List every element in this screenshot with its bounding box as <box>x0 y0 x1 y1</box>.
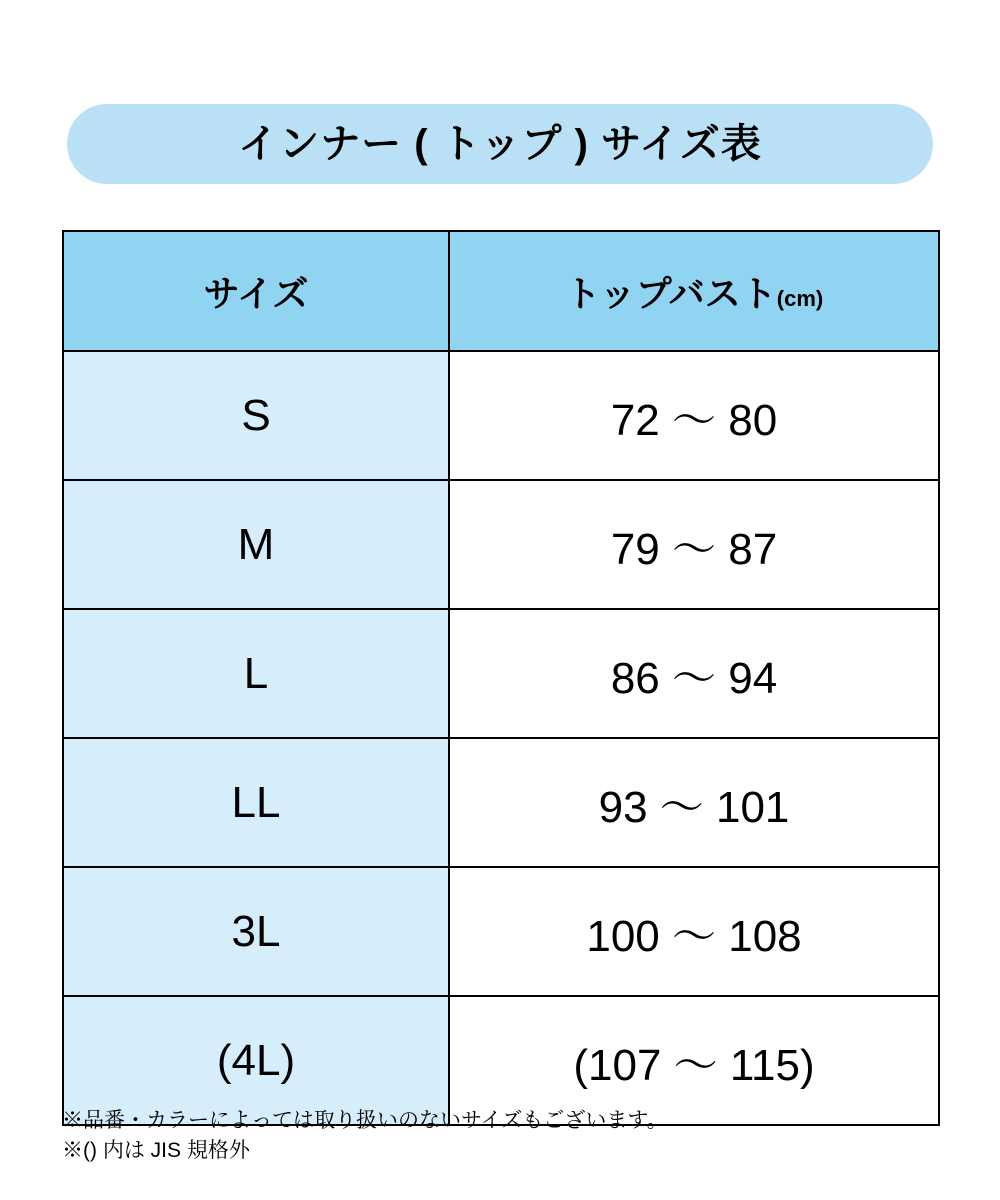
table-header-row <box>63 231 939 351</box>
cell-top-bust: (107 〜 115) <box>449 996 939 1125</box>
cell-size: (4L) <box>63 996 449 1125</box>
column-header-top-bust-unit: (cm) <box>776 285 824 311</box>
page-title: インナー ( トップ ) サイズ表 <box>238 122 762 166</box>
table-row <box>63 867 939 996</box>
footnotes <box>62 1106 942 1167</box>
table-header <box>63 231 939 351</box>
size-table <box>62 230 940 1126</box>
cell-top-bust: 93 〜 101 <box>449 738 939 867</box>
cell-top-bust: 100 〜 108 <box>449 867 939 996</box>
cell-top-bust: 86 〜 94 <box>449 609 939 738</box>
column-header-size: サイズ <box>63 231 449 351</box>
table-row <box>63 738 939 867</box>
table-body <box>63 351 939 1125</box>
cell-top-bust: 72 〜 80 <box>449 351 939 480</box>
cell-size: S <box>63 351 449 480</box>
footnote-jis: ※() 内は JIS 規格外 <box>62 1139 250 1163</box>
cell-size: M <box>63 480 449 609</box>
cell-size: L <box>63 609 449 738</box>
table-row <box>63 480 939 609</box>
column-header-top-bust-label: トップバスト <box>564 272 777 314</box>
cell-size: 3L <box>63 867 449 996</box>
footnote-availability: ※品番・カラーによっては取り扱いのないサイズもございます。 <box>62 1109 668 1132</box>
cell-size: LL <box>63 738 449 867</box>
table-row <box>63 609 939 738</box>
column-header-top-bust <box>449 231 939 351</box>
title-banner <box>67 104 933 184</box>
table-row <box>63 351 939 480</box>
cell-top-bust: 79 〜 87 <box>449 480 939 609</box>
